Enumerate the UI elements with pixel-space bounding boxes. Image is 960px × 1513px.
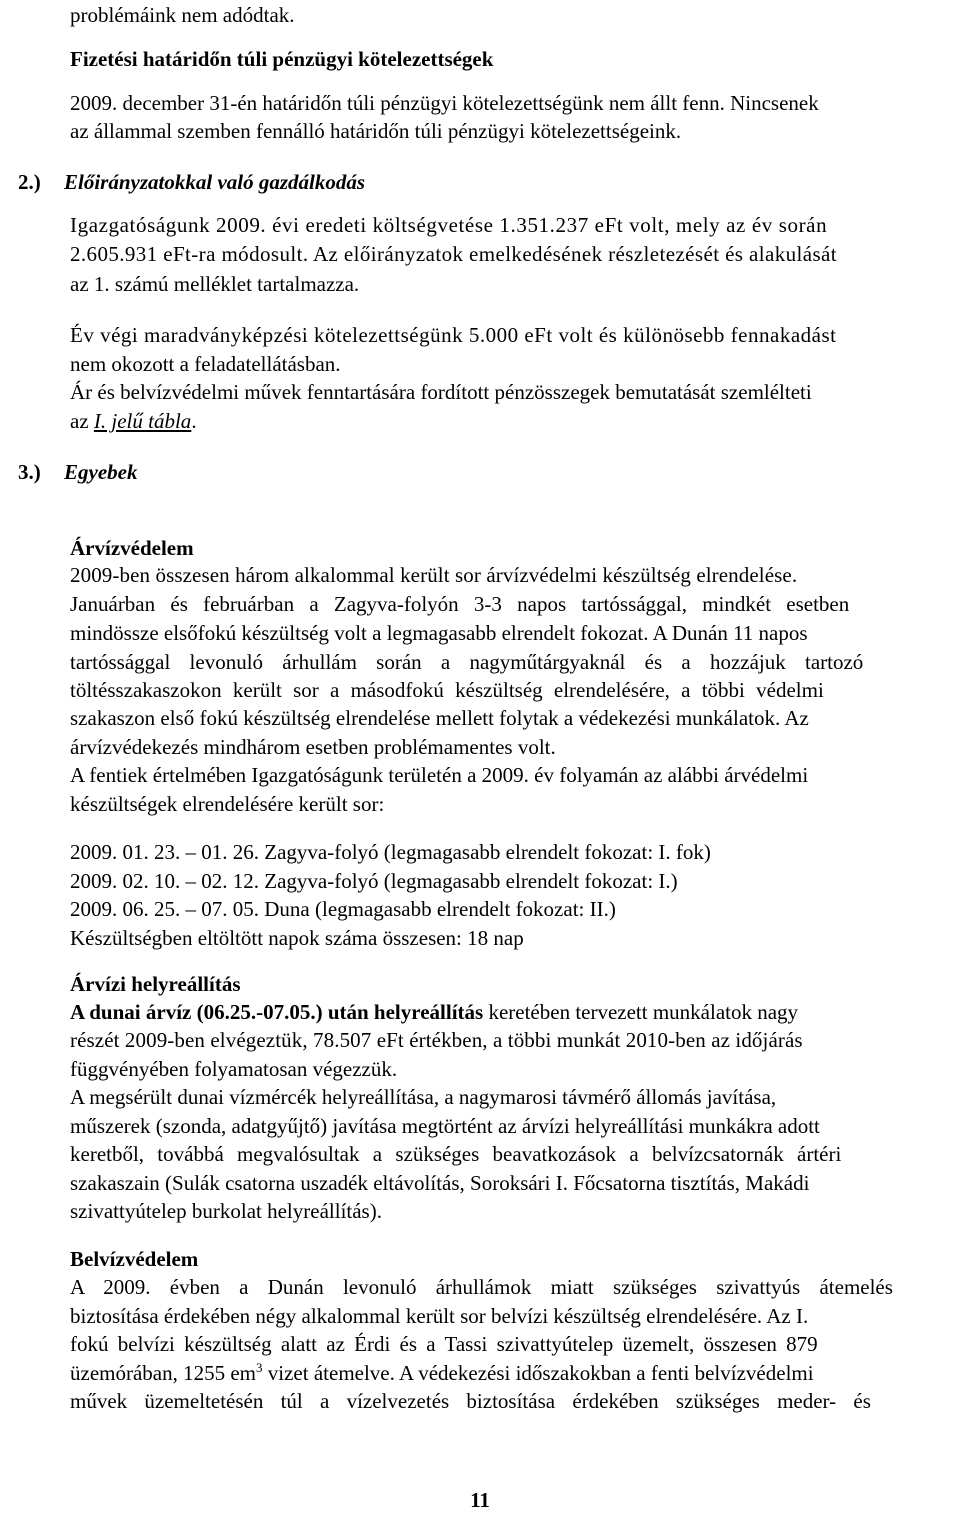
- restoration-line: szivattyútelep burkolat helyreállítás).: [70, 1199, 382, 1223]
- flood-defense-line: töltésszakaszokon került sor a másodfokú készültség elrendelésére, a többi védelmi: [70, 678, 824, 702]
- text-fragment: az: [70, 409, 89, 433]
- restoration-first-line: [70, 1002, 798, 1023]
- flood-defense-line: szakaszon első fokú készültség elrendelése mellett folytak a védekezési munkálatok. Az: [70, 706, 809, 730]
- alert-event-line: 2009. 02. 10. – 02. 12. Zagyva-folyó (legmagasabb elrendelt fokozat: I.): [70, 869, 678, 893]
- overdue-heading: Fizetési határidőn túli pénzügyi kötelezettségek: [70, 47, 494, 71]
- inland-defense-line: A 2009. évben a Dunán levonuló árhullámok miatt szükséges szivattyús átemelés: [70, 1275, 893, 1299]
- flood-defense-line: 2009-ben összesen három alkalommal került sor árvízvédelmi készültség elrendelése.: [70, 563, 798, 587]
- budget-paragraph-line: az 1. számú melléklet tartalmazza.: [70, 272, 360, 296]
- restoration-line: A megsérült dunai vízmércék helyreállítása, a nagymarosi távmérő állomás javítása,: [70, 1085, 777, 1109]
- inland-defense-heading: Belvízvédelem: [70, 1247, 199, 1271]
- section-2-heading: [18, 172, 365, 193]
- inland-defense-line: [70, 1360, 814, 1385]
- maintenance-paragraph-line: [70, 411, 197, 432]
- restoration-bold-lead: A dunai árvíz (06.25.-07.05.) után helyreállítás: [70, 1000, 484, 1024]
- flood-defense-heading: Árvízvédelem: [70, 536, 194, 560]
- flood-defense-line: készültségek elrendelésére került sor:: [70, 792, 385, 816]
- text-fragment: üzemórában, 1255 em: [70, 1361, 257, 1385]
- section-number: 2.): [18, 170, 41, 194]
- alert-total-line: Készültségben eltöltött napok száma összesen: 18 nap: [70, 926, 524, 950]
- flood-defense-line: árvízvédekezés mindhárom esetben problémamentes volt.: [70, 735, 556, 759]
- budget-paragraph-line: Igazgatóságunk 2009. évi eredeti költségvetése 1.351.237 eFt volt, mely az év során: [70, 213, 828, 237]
- restoration-line: műszerek (szonda, adatgyűjtő) javítása megtörtént az árvízi helyreállítási munkákra adott: [70, 1114, 820, 1138]
- inland-defense-line: művek üzemeltetésén túl a vízelvezetés biztosítása érdekében szükséges meder- és: [70, 1389, 871, 1413]
- inland-defense-line: biztosítása érdekében négy alkalommal került sor belvízi készültség elrendelésére. Az I.: [70, 1304, 809, 1328]
- carryover-line: problémáink nem adódtak.: [70, 3, 295, 27]
- residual-paragraph-line: nem okozott a feladatellátásban.: [70, 352, 341, 376]
- overdue-paragraph-line: az állammal szemben fennálló határidőn túli pénzügyi kötelezettségeink.: [70, 119, 682, 143]
- flood-defense-line: tartóssággal levonuló árhullám során a nagyműtárgyaknál és a hozzájuk tartozó: [70, 650, 864, 674]
- text-fragment: vizet átemelve. A védekezési időszakokban a fenti belvízvédelmi: [267, 1361, 814, 1385]
- residual-paragraph-line: Év végi maradványképzési kötelezettségünk 5.000 eFt volt és különösebb fennakadást: [70, 323, 837, 347]
- section-title: Előirányzatokkal való gazdálkodás: [64, 170, 366, 194]
- flood-defense-line: A fentiek értelmében Igazgatóságunk területén a 2009. év folyamán az alábbi árvédelmi: [70, 763, 809, 787]
- section-3-heading: [18, 462, 137, 483]
- restoration-line: keretből, továbbá megvalósultak a szükséges beavatkozások a belvízcsatornák ártéri: [70, 1142, 842, 1166]
- table-reference-link[interactable]: I. jelű tábla: [93, 409, 192, 433]
- inland-defense-line: fokú belvízi készültség alatt az Érdi és a Tassi szivattyútelep üzemelt, összesen 879: [70, 1332, 818, 1356]
- flood-defense-line: mindössze elsőfokú készültség volt a legmagasabb elrendelt fokozat. A Dunán 11 napos: [70, 621, 808, 645]
- text-fragment: .: [191, 409, 197, 433]
- restoration-line: részét 2009-ben elvégeztük, 78.507 eFt értékben, a többi munkát 2010-ben az időjárás: [70, 1028, 803, 1052]
- text-fragment: keretében tervezett munkálatok nagy: [488, 1000, 799, 1024]
- overdue-paragraph-line: [70, 93, 960, 114]
- superscript: 3: [256, 1360, 263, 1375]
- justified-text: 2009. december 31-én határidőn túli pénzügyi kötelezettségünk nem állt fenn. Nincsenek: [70, 91, 819, 115]
- alert-event-line: 2009. 06. 25. – 07. 05. Duna (legmagasabb elrendelt fokozat: II.): [70, 897, 616, 921]
- section-title: Egyebek: [64, 460, 138, 484]
- maintenance-paragraph-line: Ár és belvízvédelmi művek fenntartására fordított pénzösszegek bemutatását szemlélteti: [70, 380, 812, 404]
- budget-paragraph-line: 2.605.931 eFt-ra módosult. Az előirányzatok emelkedésének részletezését és alakulását: [70, 242, 837, 266]
- page-number: 11: [470, 1488, 490, 1512]
- restoration-line: szakaszain (Sulák csatorna uszadék eltávolítás, Soroksári I. Főcsatorna tisztítás, Makádi: [70, 1171, 810, 1195]
- section-number: 3.): [18, 460, 41, 484]
- flood-defense-line: Januárban és februárban a Zagyva-folyón 3-3 napos tartóssággal, mindkét esetben: [70, 592, 850, 616]
- restoration-line: függvényében folyamatosan végezzük.: [70, 1057, 398, 1081]
- alert-event-line: 2009. 01. 23. – 01. 26. Zagyva-folyó (legmagasabb elrendelt fokozat: I. fok): [70, 840, 711, 864]
- flood-restoration-heading: Árvízi helyreállítás: [70, 972, 241, 996]
